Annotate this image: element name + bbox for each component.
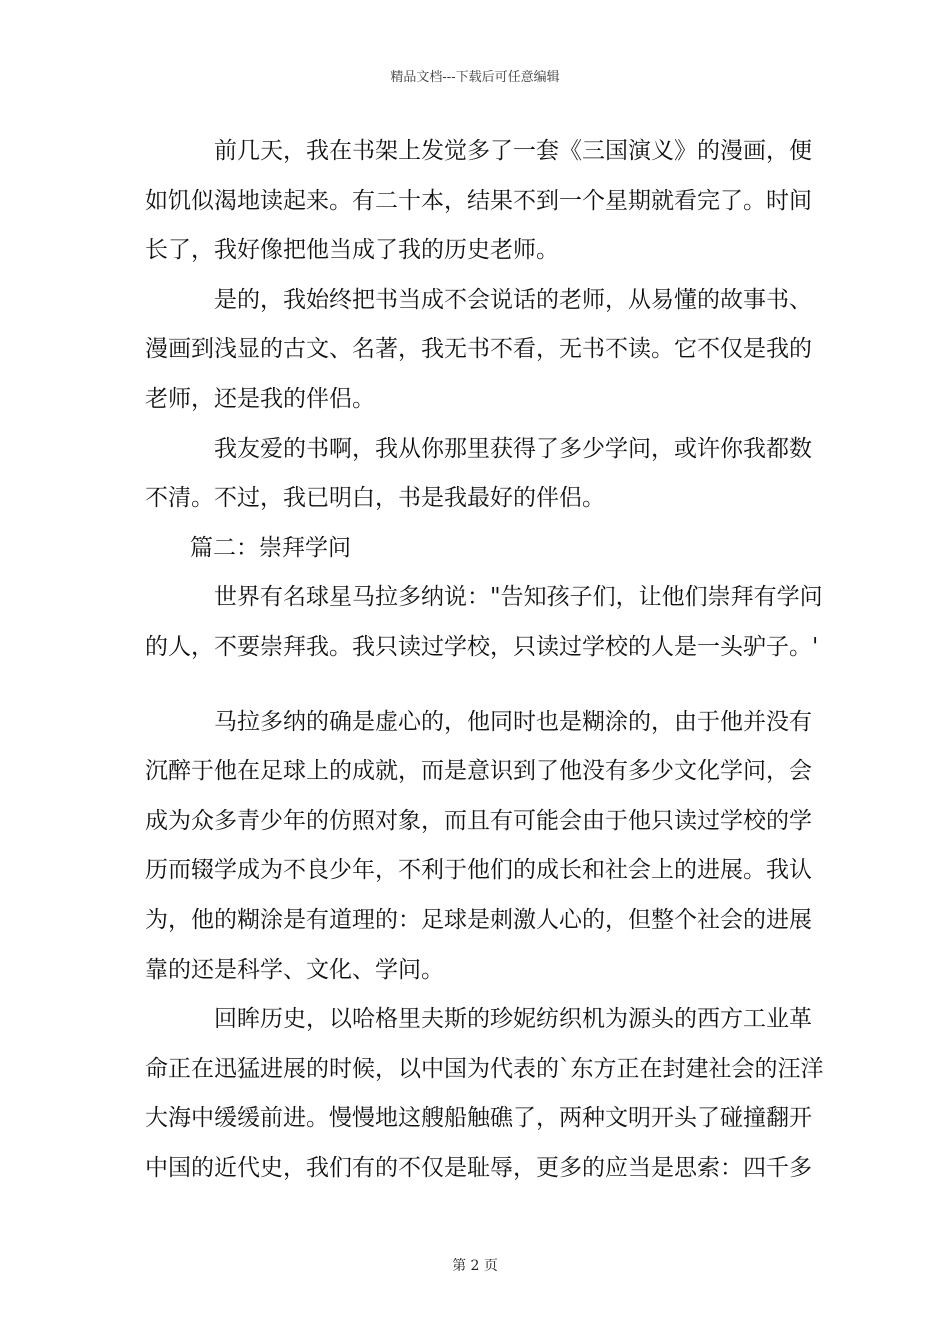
page-header: 精品文档---下载后可任意编辑 bbox=[390, 70, 560, 85]
section-heading: 篇二：崇拜学问 bbox=[190, 534, 351, 561]
document-body bbox=[145, 127, 824, 1193]
paragraph-line: 前几天，我在书架上发觉多了一套《三国演义》的漫画，便 bbox=[214, 138, 812, 164]
paragraph-line: 靠的还是科学、文化、学问。 bbox=[145, 956, 444, 983]
paragraph-line: 长了，我好像把他当成了我的历史老师。 bbox=[145, 237, 559, 264]
paragraph-line: 的人，不要崇拜我。我只读过学校，只读过学校的人是一头驴子。' bbox=[145, 633, 819, 660]
paragraph-line: 回眸历史，以哈格里夫斯的珍妮纺织机为源头的西方工业革 bbox=[214, 1006, 812, 1033]
paragraph-line: 马拉多纳的确是虚心的，他同时也是糊涂的，由于他并没有 bbox=[214, 708, 812, 735]
paragraph-line: 沉醉于他在足球上的成就，而是意识到了他没有多少文化学问，会 bbox=[145, 758, 812, 785]
paragraph-line: 不清。不过，我已明白，书是我最好的伴侣。 bbox=[145, 485, 605, 512]
paragraph-line: 我友爱的书啊，我从你那里获得了多少学问，或许你我都数 bbox=[214, 435, 812, 462]
paragraph-line: 如饥似渴地读起来。有二十本，结果不到一个星期就看完了。时间 bbox=[145, 187, 812, 214]
paragraph-line: 老师，还是我的伴侣。 bbox=[145, 385, 375, 412]
paragraph-line: 世界有名球星马拉多纳说："告知孩子们，让他们崇拜有学问 bbox=[214, 584, 823, 611]
paragraph-line: 历而辍学成为不良少年，不利于他们的成长和社会上的进展。我认 bbox=[145, 857, 812, 884]
paragraph-line: 为，他的糊涂是有道理的：足球是刺激人心的，但整个社会的进展 bbox=[145, 906, 812, 933]
paragraph-line: 是的，我始终把书当成不会说话的老师，从易懂的故事书、 bbox=[214, 286, 812, 313]
paragraph-line: 大海中缓缓前进。慢慢地这艘船触礁了，两种文明开头了碰撞翻开 bbox=[145, 1105, 812, 1132]
paragraph-line: 中国的近代史，我们有的不仅是耻辱，更多的应当是思索：四千多 bbox=[145, 1154, 812, 1181]
paragraph-spacer bbox=[145, 673, 807, 698]
paragraph-line: 漫画到浅显的古文、名著，我无书不看，无书不读。它不仅是我的 bbox=[145, 336, 812, 363]
paragraph-line: 命正在迅猛进展的时候，以中国为代表的`东方正在封建社会的汪洋 bbox=[145, 1055, 824, 1082]
page-number: 第 2 页 bbox=[452, 1258, 498, 1274]
paragraph-line: 成为众多青少年的仿照对象，而且有可能会由于他只读过学校的学 bbox=[145, 807, 812, 834]
